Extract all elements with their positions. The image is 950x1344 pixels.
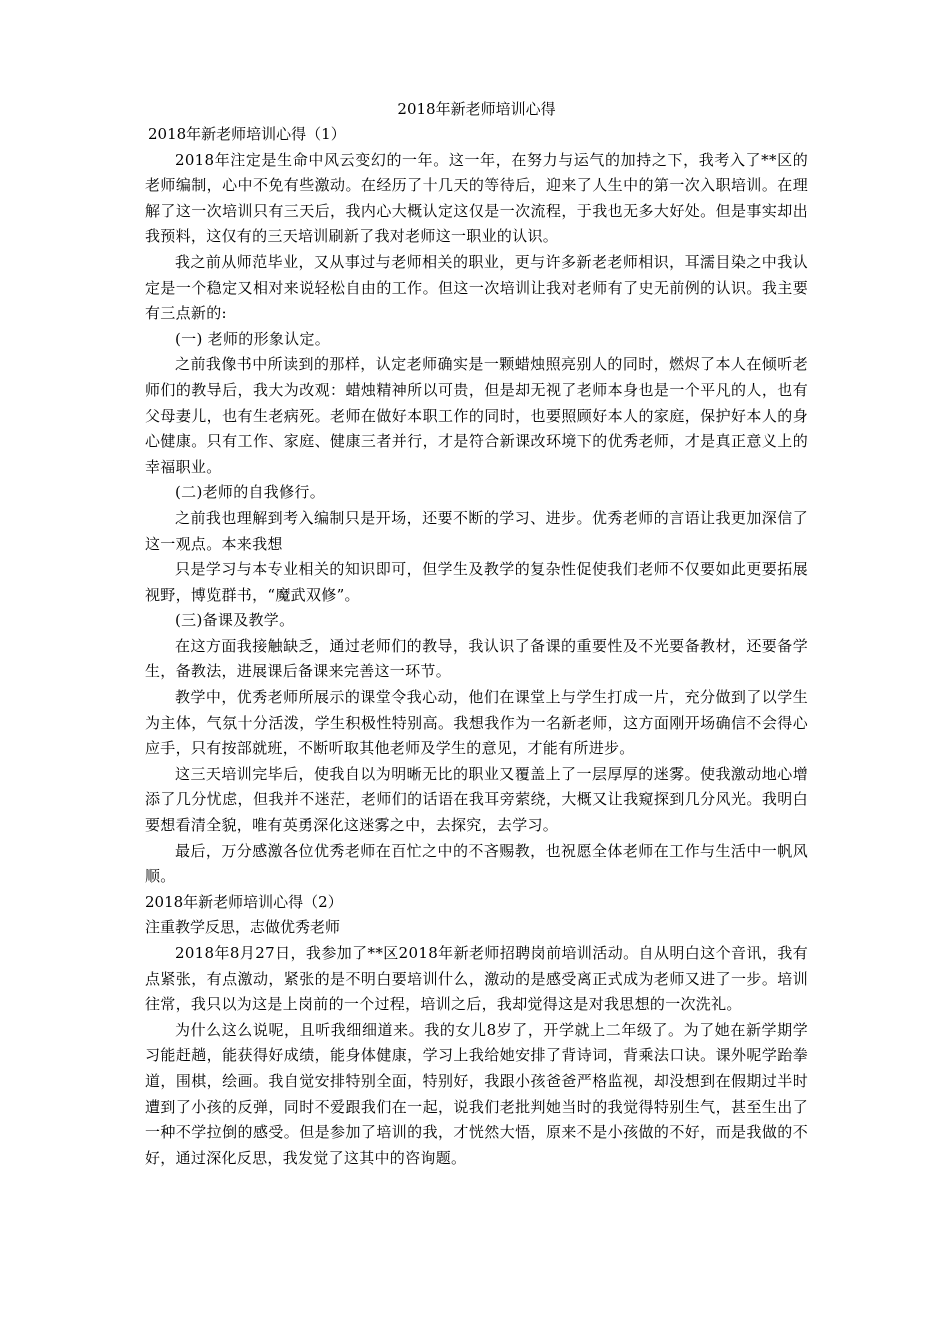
- document-title: 2018年新老师培训心得: [397, 100, 556, 118]
- section-1-paragraph-8: 这三天培训完毕后，使我自以为明晰无比的职业又覆盖上了一层厚厚的迷雾。使我激动地心增添了几分忧虑，但我并不迷茫，老师们的话语在我耳旁萦绕，大概又让我窥探到几分风光。我明白要想看清全貌，唯有英勇深化这迷雾之中，去探究，去学习。: [145, 764, 808, 835]
- section-1-paragraph-1: 2018年注定是生命中风云变幻的一年。这一年，在努力与运气的加持之下，我考入了**区的老师编制，心中不免有些激动。在经历了十几天的等待后，迎来了人生中的第一次入职培训。在理解了这一次培训只有三天后，我内心大概认定这仅是一次流程，于我也无多大好处。但是事实却出我预料，这仅有的三天培训刷新了我对老师这一职业的认识。: [145, 150, 808, 246]
- section-1-point-1-heading: (一) 老师的形象认定。: [175, 329, 331, 348]
- section-1-paragraph-7: 教学中，优秀老师所展示的课堂令我心动，他们在课堂上与学生打成一片，充分做到了以学生为主体，气氛十分活泼，学生积极性特别高。我想我作为一名新老师，这方面刚开场确信不会得心应手，只有按部就班，不断听取其他老师及学生的意见，才能有所进步。: [145, 688, 808, 758]
- section-2-paragraph-2: 为什么这么说呢，且听我细细道来。我的女儿8岁了，开学就上二年级了。为了她在新学期学习能赶趟，能获得好成绩，能身体健康，学习上我给她安排了背诗词，背乘法口诀。课外呢学跆拳道，围棋，绘画。我自觉安排特别全面，特别好，我跟小孩爸爸严格监视，却没想到在假期过半时遭到了小孩的反弹，同时不爱跟我们在一起，说我们老批判她当时的我觉得特别生气，甚至生出了一种不学拉倒的感受。但是参加了培训的我，才恍然大悟，原来不是小孩做的不好，而是我做的不好，通过深化反思，我发觉了这其中的咨询题。: [145, 1020, 808, 1167]
- document-page: [145, 96, 808, 1171]
- section-1-paragraph-6: 在这方面我接触缺乏，通过老师们的教导，我认识了备课的重要性及不光要备教材，还要备学生，备教法，进展课后备课来完善这一环节。: [145, 636, 808, 681]
- section-1-paragraph-9: 最后，万分感激各位优秀老师在百忙之中的不吝赐教，也祝愿全体老师在工作与生活中一帆风顺。: [145, 841, 808, 886]
- section-1-paragraph-3: 之前我像书中所读到的那样，认定老师确实是一颗蜡烛照亮别人的同时，燃烬了本人在倾听老师们的教导后，我大为改观：蜡烛精神所以可贵，但是却无视了老师本身也是一个平凡的人，也有父母妻儿，也有生老病死。老师在做好本职工作的同时，也要照顾好本人的家庭，保护好本人的身心健康。只有工作、家庭、健康三者并行，才是符合新课改环境下的优秀老师，才是真正意义上的幸福职业。: [145, 355, 808, 476]
- section-2-paragraph-1: 2018年8月27日，我参加了**区2018年新老师招聘岗前培训活动。自从明白这个音讯，我有点紧张，有点激动，紧张的是不明白要培训什么，激动的是感受离正式成为老师又进了一步。培训往常，我只以为这是上岗前的一个过程，培训之后，我却觉得这是对我思想的一次洗礼。: [145, 944, 808, 1014]
- section-1-paragraph-2: 我之前从师范毕业，又从事过与老师相关的职业，更与许多新老老师相识，耳濡目染之中我认定是一个稳定又相对来说轻松自由的工作。但这一次培训让我对老师有了史无前例的认识。我主要有三点新的:: [145, 252, 808, 323]
- section-1-point-2-heading: (二)老师的自我修行。: [175, 483, 326, 502]
- section-1-heading: 2018年新老师培训心得（1）: [148, 125, 346, 143]
- section-2-subheading: 注重教学反思，志做优秀老师: [145, 918, 341, 937]
- section-1-paragraph-4: 之前我也理解到考入编制只是开场，还要不断的学习、进步。优秀老师的言语让我更加深信了这一观点。本来我想: [145, 508, 808, 553]
- section-1-paragraph-5: 只是学习与本专业相关的知识即可，但学生及教学的复杂性促使我们老师不仅要如此更要拓展视野，博览群书，“魔武双修”。: [145, 560, 808, 604]
- section-2-heading: 2018年新老师培训心得（2）: [145, 892, 343, 911]
- section-1-point-3-heading: (三)备课及教学。: [175, 611, 295, 630]
